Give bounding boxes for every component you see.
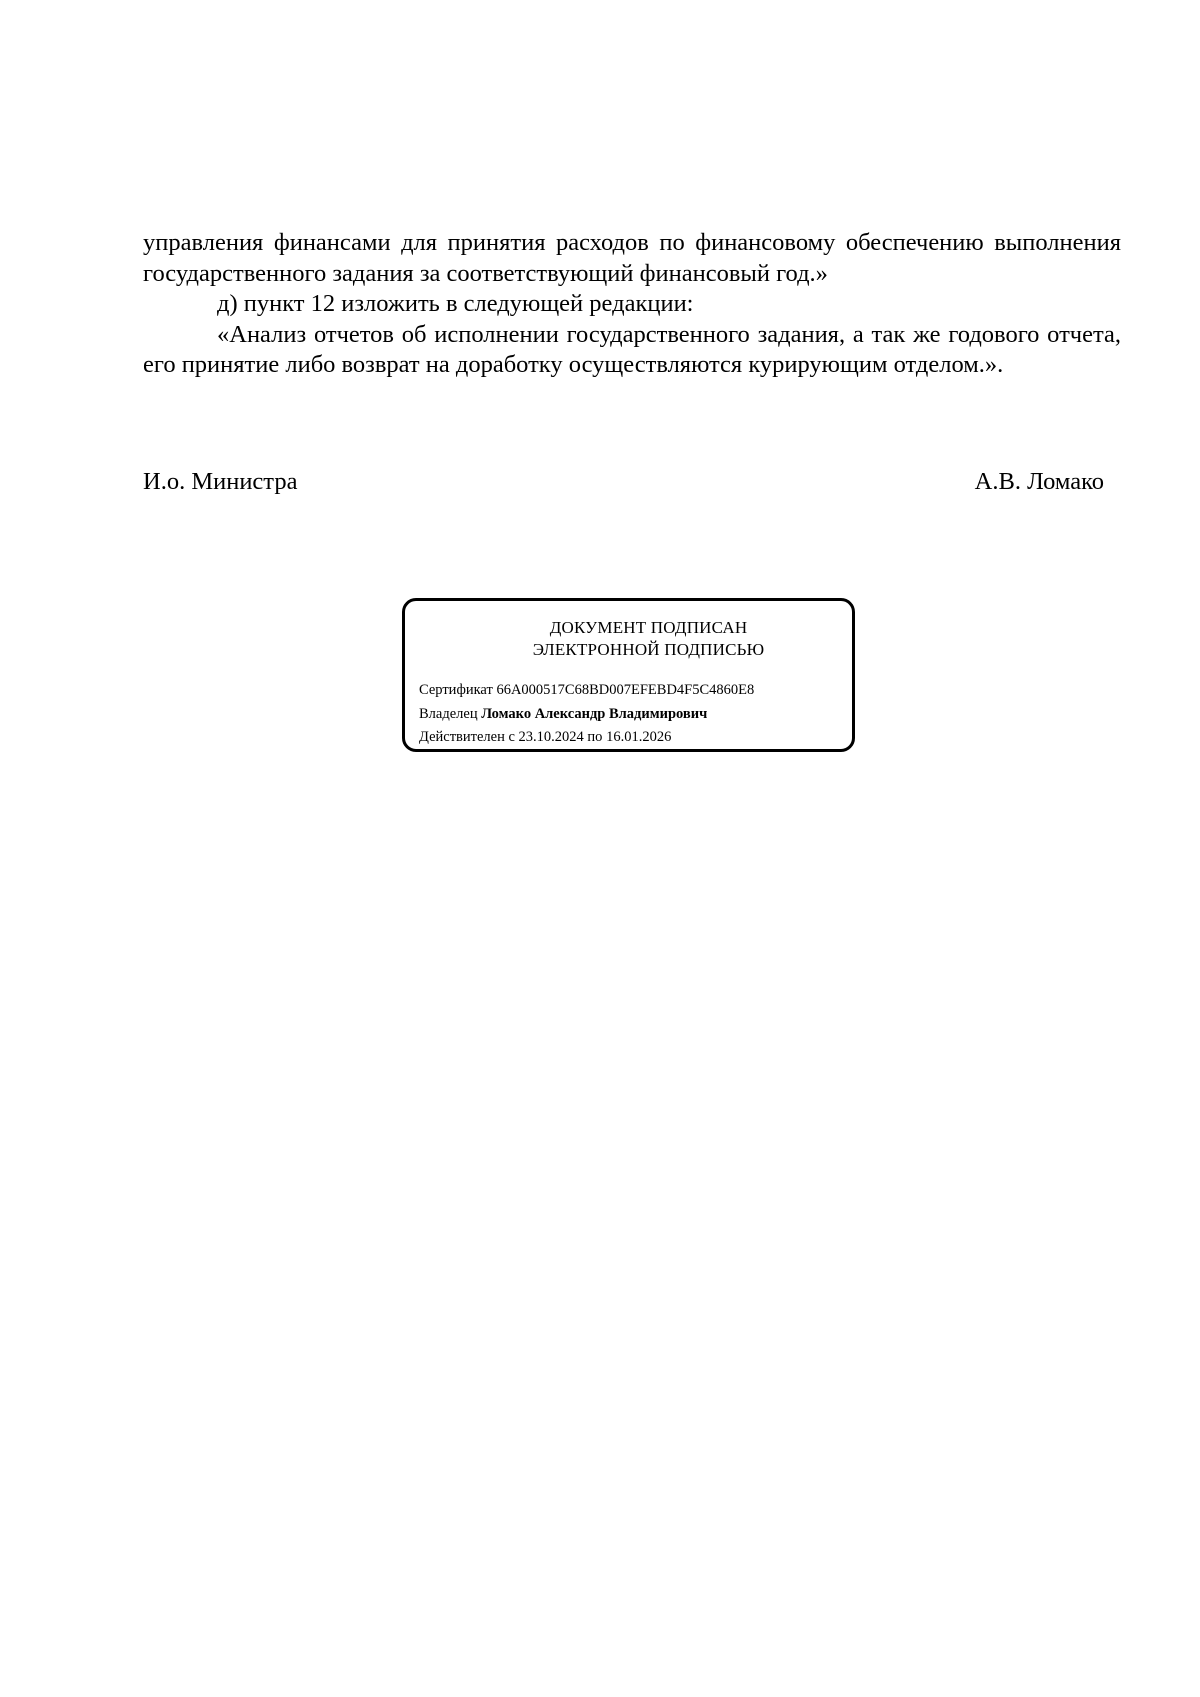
valid-from-date: 23.10.2024 bbox=[518, 729, 584, 745]
owner-value: Ломако Александр Владимирович bbox=[481, 705, 708, 722]
stamp-validity-row bbox=[419, 726, 754, 750]
valid-to-label: по bbox=[587, 729, 603, 745]
valid-label: Действителен bbox=[419, 729, 505, 745]
stamp-owner-row bbox=[419, 703, 754, 727]
signer-role: И.о. Министра bbox=[143, 468, 298, 495]
stamp-title-line-1: ДОКУМЕНТ ПОДПИСАН bbox=[549, 618, 748, 637]
stamp-certificate-row bbox=[419, 679, 754, 703]
document-body bbox=[143, 228, 1121, 381]
paragraph-amendment-item: д) пункт 12 изложить в следующей редакции: bbox=[217, 290, 694, 317]
signer-name: А.В. Ломако bbox=[974, 468, 1104, 495]
valid-to-date: 16.01.2026 bbox=[606, 729, 672, 745]
stamp-details bbox=[419, 679, 754, 750]
valid-from-label: с bbox=[508, 729, 515, 745]
paragraph-continuation: управления финансами для принятия расходов по финансовому обеспечению выполнения государственного задания за соответствующий финансовый год.» bbox=[143, 229, 1121, 287]
paragraph-amendment-text: «Анализ отчетов об исполнении государственного задания, а так же годового отчета, его принятие либо возврат на доработку осуществляются курирующим отделом.». bbox=[143, 320, 1121, 378]
certificate-label: Сертификат bbox=[419, 682, 493, 698]
stamp-title bbox=[405, 617, 852, 661]
stamp-title-line-2: ЭЛЕКТРОННОЙ ПОДПИСЬЮ bbox=[532, 640, 765, 659]
signature-block bbox=[143, 467, 1104, 499]
certificate-value: 66A000517C68BD007EFEBD4F5C4860E8 bbox=[496, 682, 755, 698]
electronic-signature-stamp bbox=[402, 598, 855, 752]
owner-label: Владелец bbox=[419, 705, 478, 722]
